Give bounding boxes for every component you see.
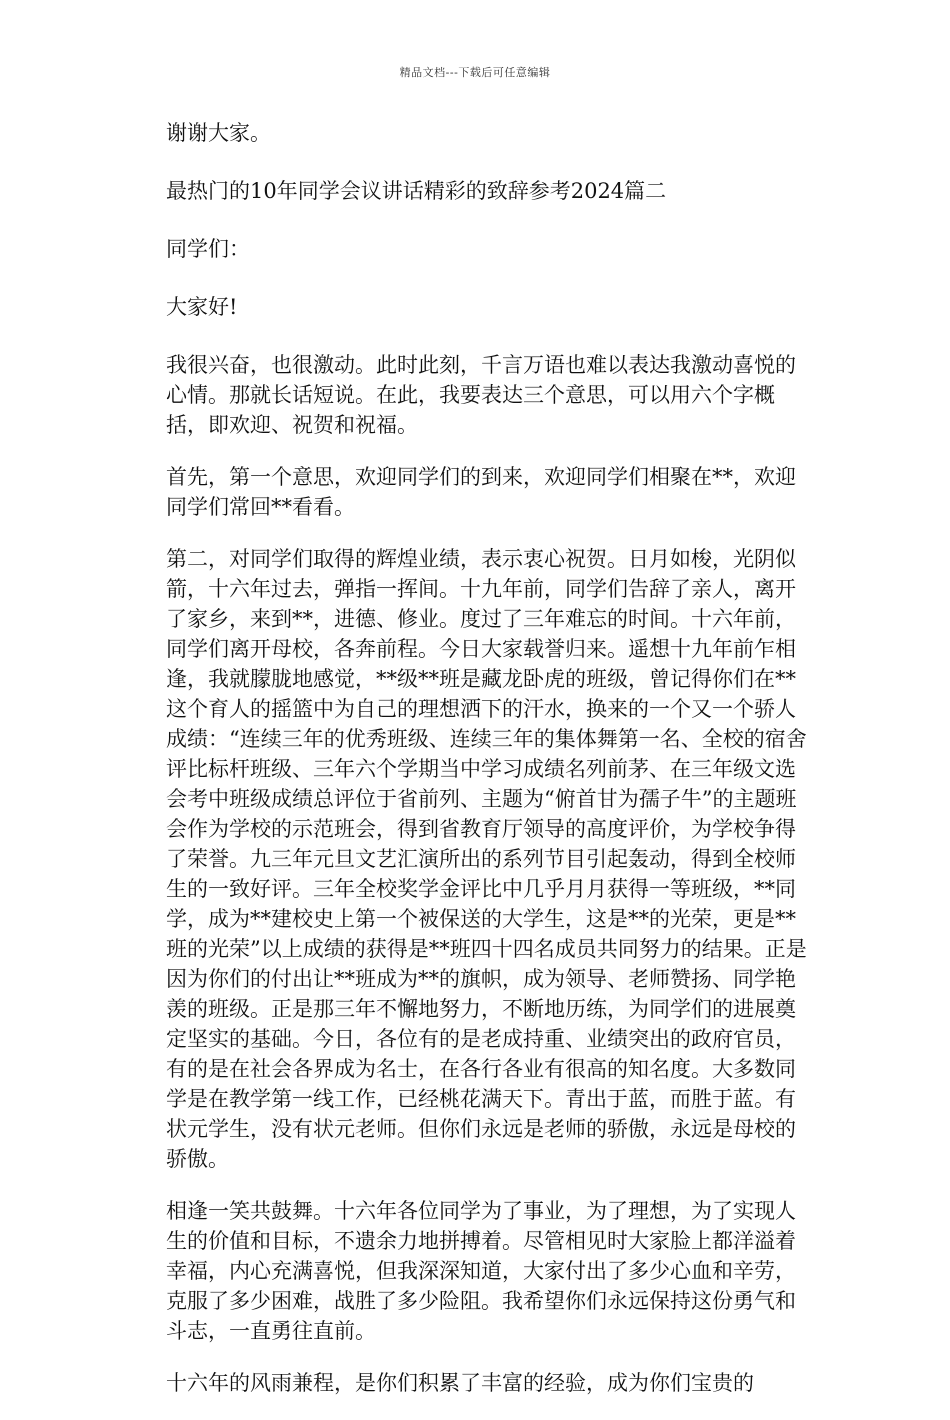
paragraph-congratulations: 第二，对同学们取得的辉煌业绩，表示衷心祝贺。日月如梭，光阴似箭，十六年过去，弹指一挥间。十九年前，同学们告辞了亲人，离开了家乡，来到**，进德、修业。度过了三年难忘的时间。十六年前，同学们离开母校，各奔前程。今日大家载誉归来。遥想十九年前乍相逢，我就朦胧地感觉，**级**班是藏龙卧虎的班级，曾记得你们在**这个育人的摇篮中为自己的理想洒下的汗水，换来的一个又一个骄人成绩：“连续三年的优秀班级、连续三年的集体舞第一名、全校的宿舍评比标杆班级、三年六个学期当中学习成绩名列前茅、在三年级文选会考中班级成绩总评位于省前列、主题为“俯首甘为孺子牛”的主题班会作为学校的示范班会，得到省教育厅领导的高度评价，为学校争得了荣誉。九三年元旦文艺汇演所出的系列节目引起轰动，得到全校师生的一致好评。三年全校奖学金评比中几乎月月获得一等班级，**同学，成为**建校史上第一个被保送的大学生，这是**的光荣，更是**班的光荣”以上成绩的获得是**班四十四名成员共同努力的结果。正是因为你们的付出让**班成为**的旗帜，成为领导、老师赞扬、同学艳羡的班级。正是那三年不懈地努力，不断地历练，为同学们的进展奠定坚实的基础。今日，各位有的是老成持重、业绩突出的政府官员，有的是在社会各界成为名士，在各行各业有很高的知名度。大多数同学是在教学第一线工作，已经桃花满天下。青出于蓝，而胜于蓝。有状元学生，没有状元老师。但你们永远是老师的骄傲，永远是母校的骄傲。	[166, 547, 807, 1171]
page-header: 精品文档---下载后可任意编辑	[399, 66, 551, 79]
document-body	[166, 118, 814, 1420]
paragraph-encouragement: 相逢一笑共鼓舞。十六年各位同学为了事业，为了理想，为了实现人生的价值和目标，不遗余力地拼搏着。尽管相见时大家脸上都洋溢着幸福，内心充满喜悦，但我深深知道，大家付出了多少心血和辛劳，克服了多少困难，战胜了多少险阻。我希望你们永远保持这份勇气和斗志，一直勇往直前。	[166, 1199, 796, 1343]
greeting: 大家好!	[166, 295, 238, 319]
section-title: 最热门的10年同学会议讲话精彩的致辞参考2024篇二	[166, 179, 667, 203]
paragraph-welcome: 首先，第一个意思，欢迎同学们的到来，欢迎同学们相聚在**，欢迎同学们常回**看看。	[166, 465, 796, 519]
paragraph-closing-partial: 十六年的风雨兼程，是你们积累了丰富的经验，成为你们宝贵的	[166, 1371, 754, 1395]
paragraph-thanks: 谢谢大家。	[166, 121, 271, 145]
paragraph-intro: 我很兴奋，也很激动。此时此刻，千言万语也难以表达我激动喜悦的心情。那就长话短说。在此，我要表达三个意思，可以用六个字概括，即欢迎、祝贺和祝福。	[166, 353, 796, 437]
salutation: 同学们：	[166, 237, 250, 261]
